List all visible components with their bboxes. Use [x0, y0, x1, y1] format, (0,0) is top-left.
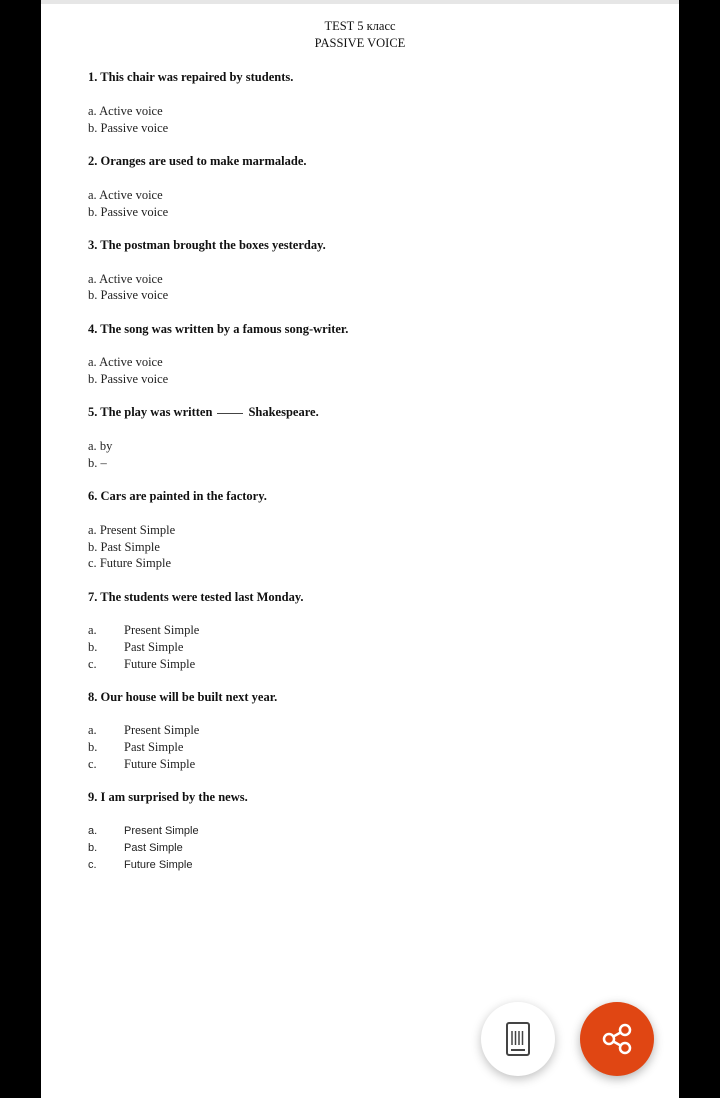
- document-header: [41, 18, 679, 52]
- option-2b: b. Passive voice: [88, 205, 169, 219]
- option-9c: c. Future Simple: [88, 859, 193, 871]
- option-6c: c. Future Simple: [88, 556, 171, 570]
- option-6b: b. Past Simple: [88, 540, 160, 554]
- option-9b: b. Past Simple: [88, 842, 183, 854]
- option-6a: a. Present Simple: [88, 523, 176, 537]
- page-top-divider: [41, 0, 679, 4]
- option-5b: b. –: [88, 456, 107, 470]
- document-icon: [505, 1021, 531, 1057]
- option-9a: a. Present Simple: [88, 825, 199, 837]
- question-8: 8. Our house will be built next year.: [88, 690, 278, 704]
- question-4: 4. The song was written by a famous song-writer.: [88, 322, 349, 336]
- question-3: 3. The postman brought the boxes yesterday.: [88, 238, 326, 252]
- option-4b: b. Passive voice: [88, 372, 169, 386]
- option-1a: a. Active voice: [88, 104, 163, 118]
- option-8a: a. Present Simple: [88, 723, 200, 737]
- test-subtitle: PASSIVE VOICE: [314, 36, 406, 50]
- question-7: 7. The students were tested last Monday.: [88, 590, 304, 604]
- question-2: 2. Oranges are used to make marmalade.: [88, 154, 307, 168]
- option-7a: a. Present Simple: [88, 623, 200, 637]
- share-icon: [599, 1021, 635, 1057]
- question-1: 1. This chair was repaired by students.: [88, 70, 294, 84]
- option-1b: b. Passive voice: [88, 121, 169, 135]
- option-3a: a. Active voice: [88, 272, 163, 286]
- question-6: 6. Cars are painted in the factory.: [88, 489, 267, 503]
- question-9: 9. I am surprised by the news.: [88, 790, 248, 804]
- test-title: TEST 5 класс: [324, 19, 396, 33]
- document-view-button[interactable]: [481, 1002, 555, 1076]
- option-5a: a. by: [88, 439, 113, 453]
- document-page: [41, 0, 679, 1098]
- option-2a: a. Active voice: [88, 188, 163, 202]
- share-button[interactable]: [580, 1002, 654, 1076]
- question-5: 5. The play was written Shakespeare.: [88, 405, 319, 419]
- option-4a: a. Active voice: [88, 355, 163, 369]
- answer-blank: [217, 413, 243, 414]
- option-7c: c. Future Simple: [88, 657, 196, 671]
- option-7b: b. Past Simple: [88, 640, 184, 654]
- option-8b: b. Past Simple: [88, 740, 184, 754]
- option-8c: c. Future Simple: [88, 757, 196, 771]
- option-3b: b. Passive voice: [88, 288, 169, 302]
